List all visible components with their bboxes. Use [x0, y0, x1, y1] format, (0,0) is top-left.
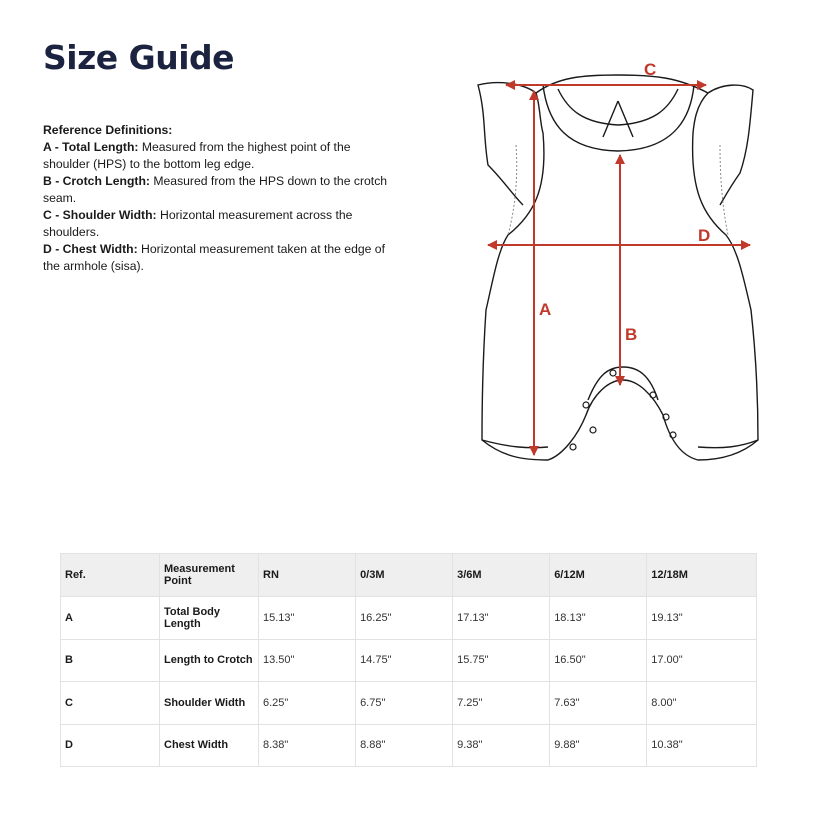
label-c: C	[644, 60, 657, 79]
table-cell: 17.00"	[647, 639, 757, 682]
table-cell: B	[61, 639, 160, 682]
column-header: 12/18M	[647, 554, 757, 597]
table-cell: 7.25"	[453, 682, 550, 725]
table-cell: 15.75"	[453, 639, 550, 682]
table-header-row	[61, 554, 757, 597]
table-cell: 9.38"	[453, 724, 550, 767]
table-cell: 18.13"	[550, 597, 647, 640]
definition-b	[43, 173, 388, 207]
column-header: 0/3M	[356, 554, 453, 597]
definition-a	[43, 139, 388, 173]
table-cell: D	[61, 724, 160, 767]
romper-diagram	[468, 55, 768, 475]
table-cell: 6.25"	[259, 682, 356, 725]
table-cell: 8.88"	[356, 724, 453, 767]
table-row	[61, 597, 757, 640]
table-cell: 16.50"	[550, 639, 647, 682]
table-cell: Shoulder Width	[160, 682, 259, 725]
romper-outline	[478, 75, 758, 460]
table-cell: C	[61, 682, 160, 725]
table-cell: Length to Crotch	[160, 639, 259, 682]
table-cell: 16.25"	[356, 597, 453, 640]
table-cell: 13.50"	[259, 639, 356, 682]
stitch-lines	[508, 145, 728, 235]
definitions-heading: Reference Definitions:	[43, 123, 173, 137]
table-cell: 8.00"	[647, 682, 757, 725]
size-table-container	[60, 553, 757, 767]
definition-term: C - Shoulder Width:	[43, 208, 157, 222]
table-row	[61, 724, 757, 767]
column-header: 3/6M	[453, 554, 550, 597]
reference-definitions	[43, 122, 388, 275]
table-row	[61, 639, 757, 682]
definition-term: D - Chest Width:	[43, 242, 138, 256]
table-cell: Chest Width	[160, 724, 259, 767]
label-a: A	[539, 300, 552, 319]
table-cell: A	[61, 597, 160, 640]
table-cell: 14.75"	[356, 639, 453, 682]
definition-text: Measured from the HPS down to the crotch seam.	[43, 174, 388, 205]
table-cell: 10.38"	[647, 724, 757, 767]
table-cell: Total Body Length	[160, 597, 259, 640]
table-row	[61, 682, 757, 725]
table-cell: 6.75"	[356, 682, 453, 725]
table-cell: 17.13"	[453, 597, 550, 640]
definition-text: Horizontal measurement taken at the edge of the armhole (sisa).	[43, 242, 385, 273]
column-header: RN	[259, 554, 356, 597]
definition-term: B - Crotch Length:	[43, 174, 150, 188]
table-cell: 15.13"	[259, 597, 356, 640]
definition-text: Horizontal measurement across the shoulders.	[43, 208, 353, 239]
column-header: Ref.	[61, 554, 160, 597]
column-header: 6/12M	[550, 554, 647, 597]
label-d: D	[698, 226, 711, 245]
definition-term: A - Total Length:	[43, 140, 139, 154]
table-cell: 7.63"	[550, 682, 647, 725]
column-header: Measurement Point	[160, 554, 259, 597]
table-cell: 9.88"	[550, 724, 647, 767]
definition-c	[43, 207, 388, 241]
size-table	[60, 553, 757, 767]
measurement-arrows	[488, 85, 750, 455]
page-title: Size Guide	[43, 38, 235, 77]
label-b: B	[625, 325, 638, 344]
table-cell: 8.38"	[259, 724, 356, 767]
definition-text: Measured from the highest point of the shoulder (HPS) to the bottom leg edge.	[43, 140, 351, 171]
table-cell: 19.13"	[647, 597, 757, 640]
definition-d	[43, 241, 388, 275]
